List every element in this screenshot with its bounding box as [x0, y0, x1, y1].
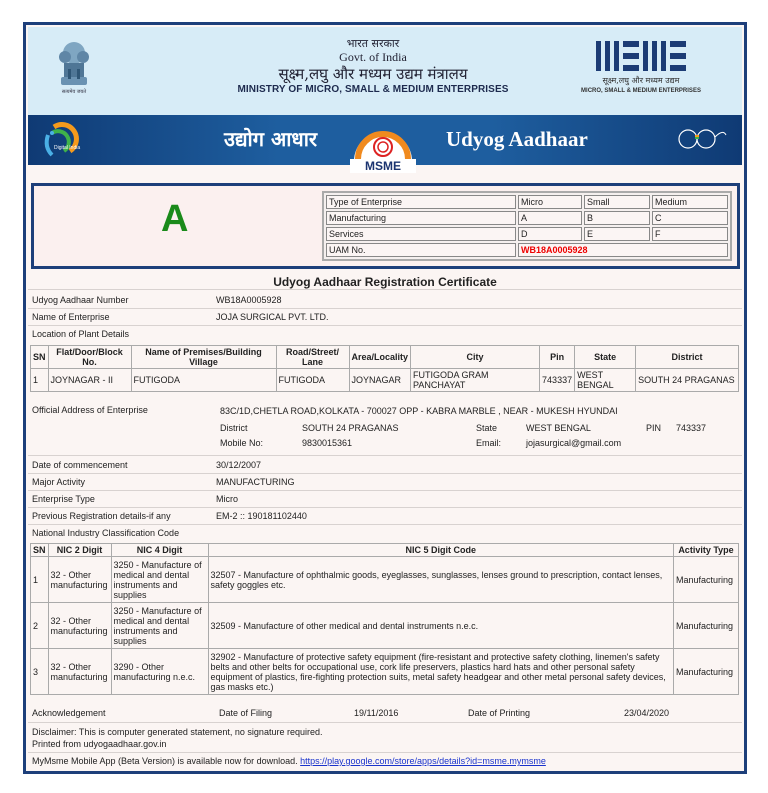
- state-label: State: [476, 423, 498, 433]
- nic-label: National Industry Classification Code: [32, 528, 180, 538]
- table-header-row: [31, 346, 739, 369]
- enterprise-type-label: Enterprise Type: [32, 494, 95, 504]
- commencement-label: Date of commencement: [32, 460, 128, 470]
- msme-logo-hindi: सूक्ष्म,लघु और मध्यम उद्यम: [602, 76, 680, 85]
- table-cell: JOYNAGAR: [349, 369, 411, 392]
- table-cell: 32507 - Manufacture of ophthalmic goods, eyeglasses, sunglasses, lenses ground to prescription, contact lenses, safety goggles etc.: [208, 557, 673, 603]
- table-cell: Manufacturing: [674, 603, 739, 649]
- category-letter: A: [161, 198, 189, 240]
- previous-registration-value: EM-2 :: 190181102440: [216, 511, 307, 521]
- printed-from-text: Printed from udyogaadhaar.gov.in: [32, 739, 167, 749]
- column-header: State: [575, 346, 636, 369]
- pin-label: PIN: [646, 423, 662, 433]
- column-header: Road/Street/ Lane: [276, 346, 349, 369]
- previous-registration-label: Previous Registration details-if any: [32, 511, 171, 521]
- table-cell: D: [518, 227, 582, 241]
- column-header: NIC 2 Digit: [48, 544, 111, 557]
- table-cell: C: [652, 211, 728, 225]
- table-cell: 32 - Other manufacturing: [48, 649, 111, 695]
- column-header: SN: [31, 544, 49, 557]
- divider: [28, 722, 742, 723]
- table-row: [31, 603, 739, 649]
- table-row: [326, 211, 728, 225]
- app-download-link[interactable]: https://play.google.com/store/apps/details?id=msme.mymsme: [300, 756, 546, 766]
- state-value: WEST BENGAL: [526, 423, 591, 433]
- ministry-title-block: [208, 37, 538, 95]
- table-cell: 2: [31, 603, 49, 649]
- column-header: Flat/Door/Block No.: [48, 346, 131, 369]
- digital-india-text: Digital India: [54, 145, 81, 151]
- table-cell: Manufacturing: [674, 557, 739, 603]
- table-row: [326, 243, 728, 257]
- table-cell: E: [584, 227, 650, 241]
- table-cell: F: [652, 227, 728, 241]
- uan-value: WB18A0005928: [216, 295, 282, 305]
- divider: [28, 524, 742, 525]
- table-cell: 3290 - Other manufacturing n.e.c.: [111, 649, 208, 695]
- table-cell: 32509 - Manufacture of other medical and dental instruments n.e.c.: [208, 603, 673, 649]
- enterprise-name-label: Name of Enterprise: [32, 312, 110, 322]
- email-label: Email:: [476, 438, 502, 448]
- table-row: [326, 227, 728, 241]
- uam-number: WB18A0005928: [518, 243, 728, 257]
- commencement-value: 30/12/2007: [216, 460, 262, 470]
- banner-english-title: Udyog Aadhaar: [446, 127, 588, 151]
- digital-india-logo-icon: [40, 121, 110, 159]
- pin-value: 743337: [676, 423, 707, 433]
- table-cell: JOYNAGAR - II: [48, 369, 131, 392]
- divider: [28, 752, 742, 753]
- table-row: [31, 369, 739, 392]
- official-address-label: Official Address of Enterprise: [32, 405, 148, 415]
- plant-location-table: [30, 345, 739, 392]
- table-cell: Type of Enterprise: [326, 195, 516, 209]
- english-govt-text: Govt. of India: [339, 50, 407, 64]
- email-value: jojasurgical@gmail.com: [526, 438, 622, 448]
- table-cell: FUTIGODA: [276, 369, 349, 392]
- column-header: District: [636, 346, 739, 369]
- nic-code-table: [30, 543, 739, 695]
- msme-logo-english: MICRO, SMALL & MEDIUM ENTERPRISES: [581, 88, 701, 94]
- table-cell: 743337: [540, 369, 575, 392]
- printing-date-label: Date of Printing: [468, 708, 531, 718]
- table-row: [31, 649, 739, 695]
- column-header: Activity Type: [674, 544, 739, 557]
- column-header: Name of Premises/Building Village: [131, 346, 276, 369]
- hindi-ministry-text: सूक्ष्म,लघु और मध्यम उद्यम मंत्रालय: [278, 65, 468, 83]
- table-cell: 3: [31, 649, 49, 695]
- table-cell: 1: [31, 557, 49, 603]
- english-ministry-text: MINISTRY OF MICRO, SMALL & MEDIUM ENTERPRISES: [237, 84, 509, 95]
- swachh-bharat-logo-icon: [668, 125, 728, 155]
- disclaimer-text: Disclaimer: This is computer generated statement, no signature required.: [32, 727, 323, 737]
- table-cell: 32 - Other manufacturing: [48, 557, 111, 603]
- acknowledgement-label: Acknowledgement: [32, 708, 106, 718]
- column-header: City: [411, 346, 540, 369]
- table-cell: A: [518, 211, 582, 225]
- emblem-caption: सत्यमेव जयते: [61, 89, 87, 95]
- divider: [28, 308, 742, 309]
- column-header: NIC 4 Digit: [111, 544, 208, 557]
- column-header: NIC 5 Digit Code: [208, 544, 673, 557]
- table-cell: Medium: [652, 195, 728, 209]
- enterprise-type-table: [322, 191, 732, 261]
- table-cell: 1: [31, 369, 49, 392]
- mobile-value: 9830015361: [302, 438, 353, 448]
- column-header: SN: [31, 346, 49, 369]
- enterprise-name-value: JOJA SURGICAL PVT. LTD.: [216, 312, 329, 322]
- certificate-frame: [23, 22, 747, 774]
- location-label: Location of Plant Details: [32, 329, 130, 339]
- table-cell: Manufacturing: [674, 649, 739, 695]
- table-cell: Micro: [518, 195, 582, 209]
- app-promo-text: MyMsme Mobile App (Beta Version) is available now for download.: [32, 756, 298, 766]
- divider: [28, 507, 742, 508]
- table-cell: Small: [584, 195, 650, 209]
- filing-date-value: 19/11/2016: [354, 708, 399, 718]
- district-label: District: [220, 423, 248, 433]
- printing-date-value: 23/04/2020: [624, 708, 670, 718]
- table-cell: Services: [326, 227, 516, 241]
- table-row: [31, 557, 739, 603]
- table-cell: Manufacturing: [326, 211, 516, 225]
- table-cell: WEST BENGAL: [575, 369, 636, 392]
- major-activity-value: MANUFACTURING: [216, 477, 295, 487]
- official-address-line: 83C/1D,CHETLA ROAD,KOLKATA - 700027 OPP - KABRA MARBLE , NEAR - MUKESH HYUNDAI: [220, 406, 618, 416]
- udyog-aadhaar-banner: [28, 115, 742, 173]
- app-promo: [32, 756, 546, 766]
- filing-date-label: Date of Filing: [219, 708, 273, 718]
- table-cell: 32 - Other manufacturing: [48, 603, 111, 649]
- msme-logo-text: MSME: [365, 159, 401, 173]
- msme-logo-icon: [576, 41, 706, 71]
- table-cell: SOUTH 24 PRAGANAS: [636, 369, 739, 392]
- divider: [28, 289, 742, 290]
- column-header: Pin: [540, 346, 575, 369]
- ministry-header: [28, 27, 742, 115]
- table-cell: FUTIGODA: [131, 369, 276, 392]
- udyog-aadhaar-msme-logo: [348, 113, 418, 175]
- major-activity-label: Major Activity: [32, 477, 86, 487]
- table-cell: B: [584, 211, 650, 225]
- table-row: [326, 195, 728, 209]
- banner-hindi-title: उद्योग आधार: [224, 127, 318, 151]
- hindi-govt-text: भारत सरकार: [346, 37, 400, 50]
- table-cell: 32902 - Manufacture of protective safety equipment (fire-resistant and protective safety clothing, linemen's safety belts and other belts for occupational use, cork life preservers, plastics hard hats and other personal safety equipment of plastics, fire-fighting protection suits, metal safety headgear and other metal personal safety devices, gas masks etc.): [208, 649, 673, 695]
- enterprise-category-box: [31, 183, 740, 269]
- enterprise-type-value: Micro: [216, 494, 238, 504]
- mobile-label: Mobile No:: [220, 438, 264, 448]
- table-cell: 3250 - Manufacture of medical and dental instruments and supplies: [111, 557, 208, 603]
- uam-label: UAM No.: [326, 243, 516, 257]
- divider: [28, 490, 742, 491]
- table-header-row: [31, 544, 739, 557]
- column-header: Area/Locality: [349, 346, 411, 369]
- certificate-title: Udyog Aadhaar Registration Certificate: [273, 275, 497, 289]
- msme-logo: [576, 41, 706, 94]
- uan-label: Udyog Aadhaar Number: [32, 295, 129, 305]
- table-cell: FUTIGODA GRAM PANCHAYAT: [411, 369, 540, 392]
- table-cell: 3250 - Manufacture of medical and dental instruments and supplies: [111, 603, 208, 649]
- divider: [28, 325, 742, 326]
- district-value: SOUTH 24 PRAGANAS: [302, 423, 399, 433]
- divider: [28, 455, 742, 456]
- national-emblem-icon: [54, 39, 94, 101]
- divider: [28, 473, 742, 474]
